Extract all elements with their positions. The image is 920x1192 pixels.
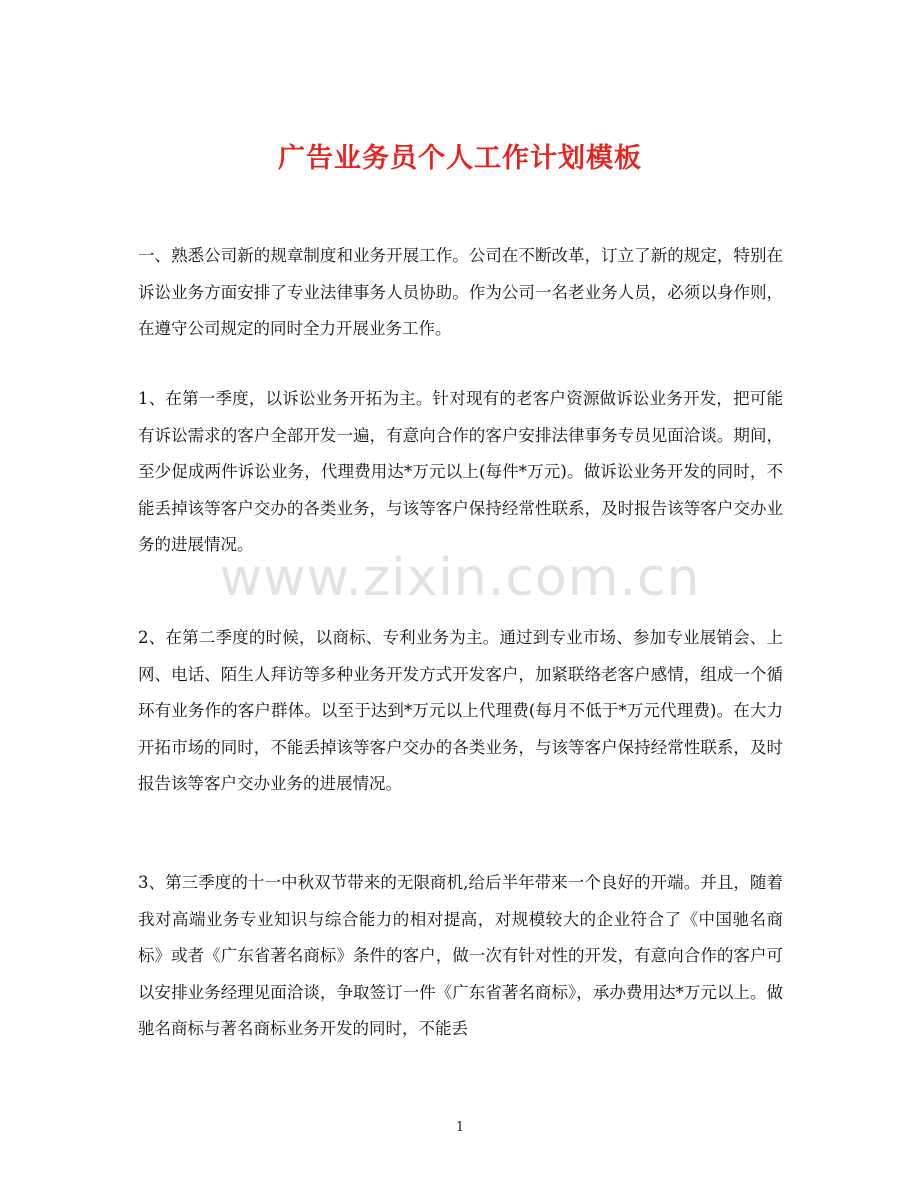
paragraph-q1: 1、在第一季度，以诉讼业务开拓为主。针对现有的老客户资源做诉讼业务开发，把可能有诉讼需求的客户全部开发一遍，有意向合作的客户安排法律事务专员见面洽谈。期间，至少促成两件诉讼业务，代理费用达*万元以上(每件*万元)。做诉讼业务开发的同时，不能丢掉该等客户交办的各类业务，与该等客户保持经常性联系，及时报告该等客户交办业务的进展情况。 (138, 389, 783, 554)
paragraph-q2: 2、在第二季度的时候，以商标、专利业务为主。通过到专业市场、参加专业展销会、上网、电话、陌生人拜访等多种业务开发方式开发客户，加紧联络老客户感情，组成一个循环有业务作的客户群体。以至于达到*万元以上代理费(每月不低于*万元代理费)。在大力开拓市场的同时，不能丢掉该等客户交办的各类业务，与该等客户保持经常性联系，及时报告该等客户交办业务的进展情况。 (138, 628, 783, 793)
watermark: www.zixin.com.cn (219, 548, 701, 608)
paragraph-intro: 一、熟悉公司新的规章制度和业务开展工作。公司在不断改革，订立了新的规定，特别在诉讼业务方面安排了专业法律事务人员协助。作为公司一名老业务人员，必须以身作则，在遵守公司规定的同时全力开展业务工作。 (138, 246, 783, 338)
page-number: 1 (455, 1120, 465, 1135)
paragraph-q3: 3、第三季度的十一中秋双节带来的无限商机,给后半年带来一个良好的开端。并且，随着我对高端业务专业知识与综合能力的相对提高，对规模较大的企业符合了《中国驰名商标》或者《广东省著名商标》条件的客户，做一次有针对性的开发，有意向合作的客户可以安排业务经理见面洽谈，争取签订一件《广东省著名商标》，承办费用达*万元以上。做驰名商标与著名商标业务开发的同时，不能丢 (138, 873, 783, 1038)
document-title: 广告业务员个人工作计划模板 (278, 143, 642, 175)
